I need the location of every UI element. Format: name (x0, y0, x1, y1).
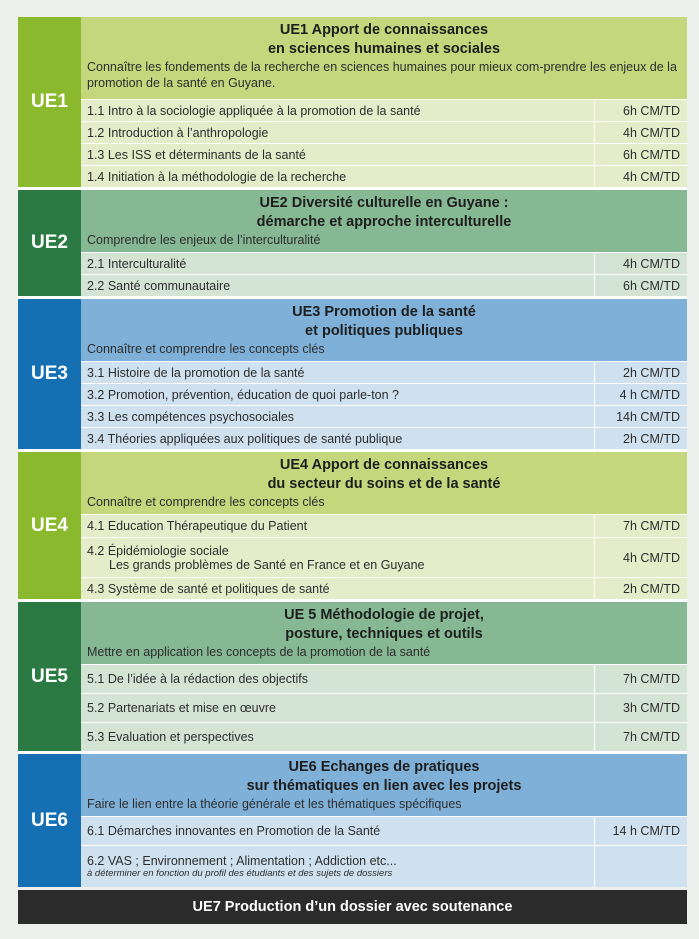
ue6-item-1: 6.1 Démarches innovantes en Promotion de la Santé 14 h CM/TD (81, 816, 687, 845)
ue4-description: Connaître et comprendre les concepts clés (87, 495, 325, 509)
ue5-description: Mettre en application les concepts de la promotion de la santé (87, 645, 431, 659)
ue2-item-2: 2.2 Santé communautaire 6h CM/TD (81, 274, 687, 296)
ue1-title: UE1 Apport de connaissances en sciences humaines et sociales (267, 22, 501, 57)
ue3-item-3: 3.3 Les compétences psychosociales 14h CM/TD (81, 405, 687, 427)
ue3-header (81, 299, 687, 361)
ue2-header (81, 190, 687, 252)
ue5-item-1: 5.1 De l’idée à la rédaction des objectifs 7h CM/TD (81, 664, 687, 693)
ue1-item-2: 1.2 Introduction à l’anthropologie 4h CM/TD (81, 121, 687, 143)
ue6-block (18, 751, 687, 887)
curriculum-table (18, 17, 687, 924)
ue6-title: UE6 Echanges de pratiques sur thématiques en lien avec les projets (246, 759, 522, 794)
ue3-item-2: 3.2 Promotion, prévention, éducation de quoi parle-ton ? 4 h CM/TD (81, 383, 687, 405)
ue6-description: Faire le lien entre la théorie générale et les thématiques spécifiques (87, 797, 462, 811)
ue1-item-1: 1.1 Intro à la sociologie appliquée à la promotion de la santé 6h CM/TD (81, 99, 687, 121)
ue1-code: UE1 (18, 17, 81, 187)
ue4-block (18, 449, 687, 599)
ue3-title: UE3 Promotion de la santé et politiques publiques (292, 304, 476, 339)
ue5-title: UE 5 Méthodologie de projet, posture, techniques et outils (284, 607, 484, 642)
ue5-header (81, 602, 687, 664)
ue3-item-4: 3.4 Théories appliquées aux politiques de santé publique 2h CM/TD (81, 427, 687, 449)
ue4-code: UE4 (18, 452, 81, 599)
ue2-code: UE2 (18, 190, 81, 296)
ue1-description: Connaître les fondements de la recherche en sciences humaines pour mieux com-prendre les enjeux de la promotion de la santé en Guyane. (87, 60, 677, 90)
ue6-code: UE6 (18, 754, 81, 887)
ue2-item-1: 2.1 Interculturalité 4h CM/TD (81, 252, 687, 274)
ue4-item-3: 4.3 Système de santé et politiques de santé 2h CM/TD (81, 577, 687, 599)
ue4-title: UE4 Apport de connaissances du secteur du soins et de la santé (267, 457, 501, 492)
ue3-code: UE3 (18, 299, 81, 449)
ue5-block (18, 599, 687, 751)
ue5-item-2: 5.2 Partenariats et mise en œuvre 3h CM/TD (81, 693, 687, 722)
ue2-description: Comprendre les enjeux de l’interculturalité (87, 233, 321, 247)
ue5-code: UE5 (18, 602, 81, 751)
ue5-item-3: 5.3 Evaluation et perspectives 7h CM/TD (81, 722, 687, 751)
ue2-block (18, 187, 687, 296)
ue4-header (81, 452, 687, 514)
ue4-item-2: 4.2 Épidémiologie sociale Les grands problèmes de Santé en France et en Guyane 4h CM/TD (81, 537, 687, 577)
ue6-item-2: 6.2 VAS ; Environnement ; Alimentation ; Addiction etc... à déterminer en fonction du profil des étudiants et des sujets de dossiers (81, 845, 687, 887)
ue1-block (18, 17, 687, 187)
ue3-block (18, 296, 687, 449)
ue1-item-3: 1.3 Les ISS et déterminants de la santé 6h CM/TD (81, 143, 687, 165)
ue4-item-1: 4.1 Education Thérapeutique du Patient 7h CM/TD (81, 514, 687, 537)
ue6-header (81, 754, 687, 816)
ue1-item-4: 1.4 Initiation à la méthodologie de la recherche 4h CM/TD (81, 165, 687, 187)
ue2-title: UE2 Diversité culturelle en Guyane : démarche et approche interculturelle (256, 195, 512, 230)
ue3-item-1: 3.1 Histoire de la promotion de la santé 2h CM/TD (81, 361, 687, 383)
ue1-header (81, 17, 687, 99)
ue7-footer: UE7 Production d’un dossier avec soutenance (18, 890, 687, 924)
ue3-description: Connaître et comprendre les concepts clés (87, 342, 325, 356)
